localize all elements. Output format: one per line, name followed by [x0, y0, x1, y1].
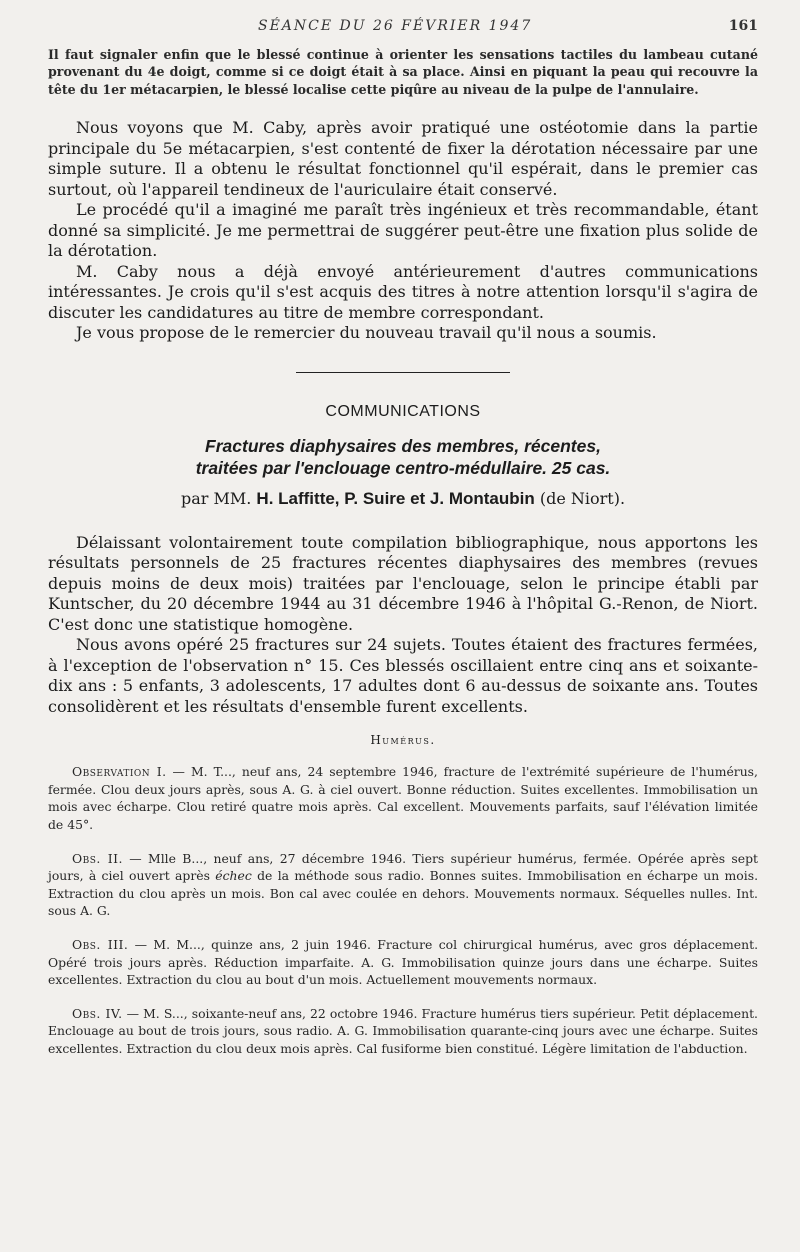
observation-text: — Mlle B..., neuf ans, 27 décembre 1946. Tiers supérieur humérus, fermée. Opérée après sept jours, à ciel ouvert après: [48, 850, 758, 884]
running-title: SÉANCE DU 26 FÉVRIER 1947: [258, 18, 533, 34]
observation-entry: [48, 763, 758, 833]
journal-page: [48, 18, 758, 1058]
author-location: (de Niort).: [539, 488, 626, 508]
communications-heading: COMMUNICATIONS: [325, 402, 481, 420]
observation-entry: [48, 850, 758, 920]
section-heading: Humérus.: [370, 733, 436, 748]
report-paragraph: Nous voyons que M. Caby, après avoir pratiqué une ostéotomie dans la partie principale du 5e métacarpien, s'est contenté de fixer la dérotation nécessaire par une simple suture. Il a obtenu le résultat fonctionnel qu'il espérait, dans le premier cas surtout, où l'appareil tendineux de l'auriculaire était conservé.: [48, 118, 758, 199]
observation-text: — M. T..., neuf ans, 24 septembre 1946, fracture de l'extrémité supérieure de l'humérus, fermée. Clou deux jours après, sous A. G. à ciel ouvert. Bonne réduction. Suites excellentes. Immobilisation un mois avec écharpe. Clou retiré quatre mois après. Cal excellent. Mouvements parfaits, sauf l'élévation limitée de 45°.: [48, 764, 758, 832]
section-divider: [296, 372, 510, 373]
article-paragraph: Nous avons opéré 25 fractures sur 24 sujets. Toutes étaient des fractures fermées, à l'exception de l'observation n° 15. Ces blessés oscillaient entre cinq ans et soixante-dix ans : 5 enfants, 3 adolescents, 17 adultes dont 6 au-dessus de soixante ans. Toutes consolidèrent et les résultats d'ensemble furent excellents.: [48, 635, 758, 716]
article-title-line: traitées par l'enclouage centro-médullaire. 25 cas.: [195, 457, 611, 478]
observation-text: — M. S..., soixante-neuf ans, 22 octobre 1946. Fracture humérus tiers supérieur. Petit déplacement. Enclouage au bout de trois jours, sous radio. A. G. Immobilisation quarante-cinq jours avec une écharpe. Suites excellentes. Extraction du clou deux mois après. Cal fusiforme bien constitué. Légère limitation de l'abduction.: [48, 1005, 758, 1056]
article-paragraph: Délaissant volontairement toute compilation bibliographique, nous apportons les résultats personnels de 25 fractures récentes diaphysaires des membres (revues depuis moins de deux mois) traitées par l'enclouage, selon le principe établi par Kuntscher, du 20 décembre 1944 au 31 décembre 1946 à l'hôpital G.-Renon, de Niort. C'est donc une statistique homogène.: [48, 532, 758, 634]
observation-emphasis: échec: [215, 868, 252, 884]
report-paragraph: M. Caby nous a déjà envoyé antérieurement d'autres communications intéressantes. Je crois qu'il s'est acquis des titres à notre attention lorsqu'il s'agira de discuter les candidatures au titre de membre correspondant.: [48, 261, 758, 322]
observation-label: Obs. II.: [72, 850, 123, 866]
report-paragraph: Le procédé qu'il a imaginé me paraît très ingénieux et très recommandable, étant donné sa simplicité. Je me permettrai de suggérer peut-être une fixation plus solide de la dérotation.: [48, 200, 758, 261]
article-byline: [48, 489, 758, 509]
observation-text: — M. M..., quinze ans, 2 juin 1946. Fracture col chirurgical humérus, avec gros déplacement. Opéré trois jours après. Réduction imparfaite. A. G. Immobilisation quinze jours dans une écharpe. Suites excellentes. Extraction du clou au bout d'un mois. Actuellement mouvements normaux.: [48, 936, 759, 988]
article-title: [48, 435, 758, 479]
author-names: H. Laffitte, P. Suire et J. Montaubin: [256, 488, 535, 508]
running-header: [48, 18, 758, 34]
observation-entry: [48, 1005, 758, 1058]
intro-paragraph: Il faut signaler enfin que le blessé continue à orienter les sensations tactiles du lambeau cutané provenant du 4e doigt, comme si ce doigt était à sa place. Ainsi en piquant la peau qui recouvre la tête du 1er métacarpien, le blessé localise cette piqûre au niveau de la pulpe de l'annulaire.: [48, 47, 758, 97]
observation-text: de la méthode sous radio. Bonnes suites. Immobilisation en écharpe un mois. Extraction du clou après un mois. Bon cal avec coulée en dehors. Mouvements normaux. Séquelles nulles. Int. sous A. G.: [48, 868, 759, 919]
observation-label: Observation I.: [72, 764, 167, 780]
report-paragraph: Je vous propose de le remercier du nouveau travail qu'il nous a soumis.: [76, 323, 657, 343]
observation-entry: [48, 936, 758, 989]
byline-prefix: par MM.: [180, 488, 252, 508]
article-title-line: Fractures diaphysaires des membres, récentes,: [205, 435, 601, 456]
observation-label: Obs. IV.: [72, 1005, 123, 1021]
page-number: 161: [728, 18, 758, 34]
observation-label: Obs. III.: [72, 936, 129, 952]
